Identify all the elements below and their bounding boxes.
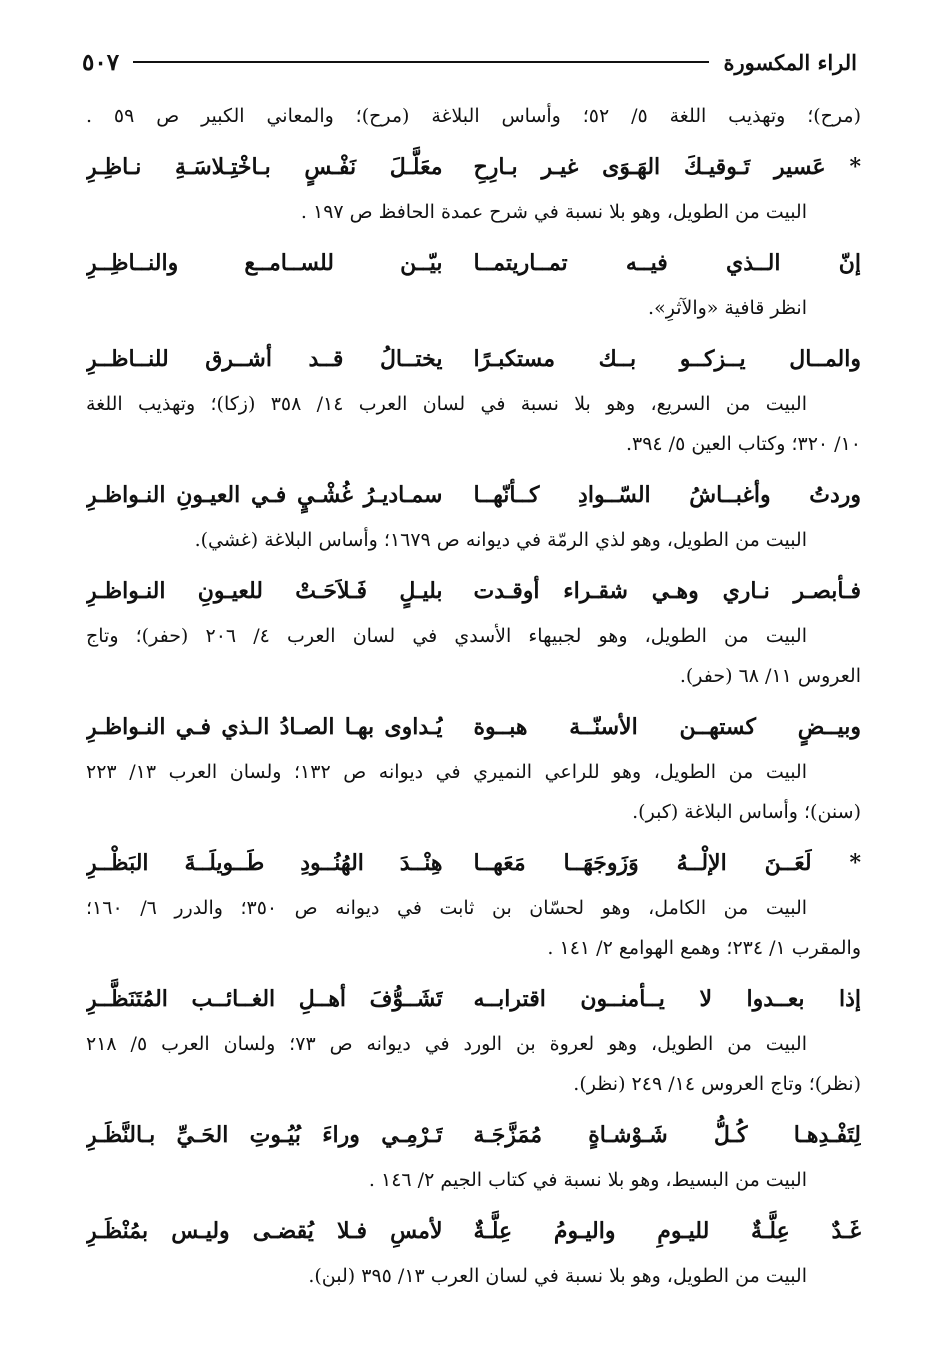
entry bbox=[86, 238, 861, 328]
page-number: ٥٠٧ bbox=[82, 48, 120, 76]
verse-second-hemistich: بيّــن للســامــع والنــاظِــرِ bbox=[86, 250, 443, 276]
source-note-line: البيت من الطويل، وهو لجبيهاء الأسدي في لسان العرب ٤/ ٢٠٦ (حفر)؛ وتاج bbox=[86, 625, 807, 647]
source-note-line: (نظر)؛ وتاج العروس ١٤/ ٢٤٩ (نظر). bbox=[573, 1073, 861, 1095]
entry bbox=[86, 974, 861, 1104]
entry bbox=[86, 142, 861, 232]
header-rule bbox=[133, 61, 709, 63]
source-note-line: انظر قافية «والآثرِ». bbox=[648, 297, 807, 319]
verse-second-hemistich: لأمسِ فـلا يُقضـى وليـس بمُنْظَـرِ bbox=[86, 1218, 443, 1244]
source-note-line: (سنن)؛ وأساس البلاغة (كبر). bbox=[632, 801, 861, 823]
verse bbox=[86, 334, 861, 384]
source-note-line: ١٠/ ٣٢٠؛ وكتاب العين ٥/ ٣٩٤. bbox=[625, 433, 861, 455]
verse-first-hemistich: * عَسير تَـوقيـكَ الهَـوَى غيـر بـارِحِ bbox=[473, 154, 861, 180]
verse bbox=[86, 838, 861, 888]
source-note-line: البيت من الطويل، وهو لعروة بن الورد في ديوانه ص ٧٣؛ ولسان العرب ٥/ ٢١٨ bbox=[86, 1033, 807, 1055]
running-title: الراء المكسورة bbox=[723, 49, 857, 75]
verse-first-hemistich: * لَعَــنَ الإلْــهُ وَزَوجَهَــا مَعَهــا bbox=[473, 850, 861, 876]
verse-first-hemistich: إذا بعــدوا لا يــأمنــون اقترابــه bbox=[473, 986, 861, 1012]
verse bbox=[86, 974, 861, 1024]
verse bbox=[86, 1110, 861, 1160]
entry bbox=[86, 96, 861, 136]
verse bbox=[86, 238, 861, 288]
source-note-line: البيت من الطويل، وهو بلا نسبة في لسان العرب ١٣/ ٣٩٥ (لبن). bbox=[308, 1265, 807, 1287]
source-note-line: البيت من الطويل، وهو بلا نسبة في شرح عمدة الحافظ ص ١٩٧ . bbox=[300, 201, 807, 223]
entry bbox=[86, 334, 861, 464]
verse-second-hemistich: معَلَّـلَ نَفْـسٍ بـاخْتِـلاسَـةِ نـاظِـرِ bbox=[86, 154, 443, 180]
source-note-line: البيت من الكامل، وهو لحسّان بن ثابت في ديوانه ص ٣٥٠؛ والدرر ٦/ ١٦٠؛ bbox=[86, 897, 808, 919]
verse-second-hemistich: يُـداوى بهـا الصـادُ الـذي فـي النـواظـرِ bbox=[86, 714, 443, 740]
entry bbox=[86, 702, 861, 832]
verse bbox=[86, 702, 861, 752]
source-note-line: البيت من البسيط، وهو بلا نسبة في كتاب الجيم ٢/ ١٤٦ . bbox=[368, 1169, 807, 1191]
entry bbox=[86, 566, 861, 696]
entry bbox=[86, 1206, 861, 1296]
verse bbox=[86, 470, 861, 520]
source-note-line: العروس ١١/ ٦٨ (حفر). bbox=[679, 665, 861, 687]
verse bbox=[86, 142, 861, 192]
verse-second-hemistich: هِنْــدَ الهُنُــودِ طَــويلَــةَ البَظْــرِ bbox=[86, 850, 443, 876]
verse-second-hemistich: تَـرْمِـي وراءَ بُيُـوتِ الحَـيِّ بـالنَّظَـرِ bbox=[86, 1122, 443, 1148]
source-note-line: البيت من الطويل، وهو للراعي النميري في ديوانه ص ١٣٢؛ ولسان العرب ١٣/ ٢٢٣ bbox=[86, 761, 808, 783]
verse bbox=[86, 566, 861, 616]
source-note-line: البيت من السريع، وهو بلا نسبة في لسان العرب ١٤/ ٣٥٨ (زكا)؛ وتهذيب اللغة bbox=[86, 393, 807, 415]
verse-first-hemistich: والمــال يــزكــو بــك مستكبـرًا bbox=[473, 346, 861, 372]
verse-first-hemistich: فـأبصـر نـاري وهـي شقـراء أوقـدت bbox=[473, 578, 861, 604]
page-header bbox=[82, 40, 857, 84]
source-note-line: (مرح)؛ وتهذيب اللغة ٥/ ٥٢؛ وأساس البلاغة (مرح)؛ والمعاني الكبير ص ٥٩ . bbox=[86, 105, 861, 127]
entry bbox=[86, 838, 861, 968]
entry bbox=[86, 470, 861, 560]
verse bbox=[86, 1206, 861, 1256]
verse-second-hemistich: يختــالُ قــد أشــرق للنــاظــرِ bbox=[86, 346, 443, 372]
verse-first-hemistich: وردتُ وأغبــاشُ السّــوادِ كــأنّهــا bbox=[473, 482, 861, 508]
verse-first-hemistich: وبيــضٍ كستهــن الأسنّــة هبــوة bbox=[473, 714, 861, 740]
source-note-line: والمقرب ١/ ٢٣٤؛ وهمع الهوامع ٢/ ١٤١ . bbox=[547, 937, 861, 959]
verse-second-hemistich: سمـاديـرُ غُشْـيٍ فـي العيـونِ النـواظـرِ bbox=[86, 482, 443, 508]
verse-second-hemistich: تَشَــوُّفَ أهــلِ الغــائــب المُتَنَظَّــرِ bbox=[86, 986, 443, 1012]
entry bbox=[86, 1110, 861, 1200]
verse-first-hemistich: غَـدٌ عِلَّـةٌ لليـومِ واليـومُ عِلَّـةٌ bbox=[473, 1218, 861, 1244]
verse-first-hemistich: إنّ الــذي فيــه تمــاريتمــا bbox=[473, 250, 861, 276]
source-note-line: البيت من الطويل، وهو لذي الرمّة في ديوانه ص ١٦٧٩؛ وأساس البلاغة (غشي). bbox=[194, 529, 807, 551]
page-body bbox=[86, 96, 861, 1296]
verse-first-hemistich: لِتَفْـدِهـا كُـلُّ شَـوْشـاةٍ مُمَزَّجَـة bbox=[473, 1122, 861, 1148]
verse-second-hemistich: بليـلٍ فَـلاَحَـتْ للعيـونِ النـواظـرِ bbox=[86, 578, 443, 604]
